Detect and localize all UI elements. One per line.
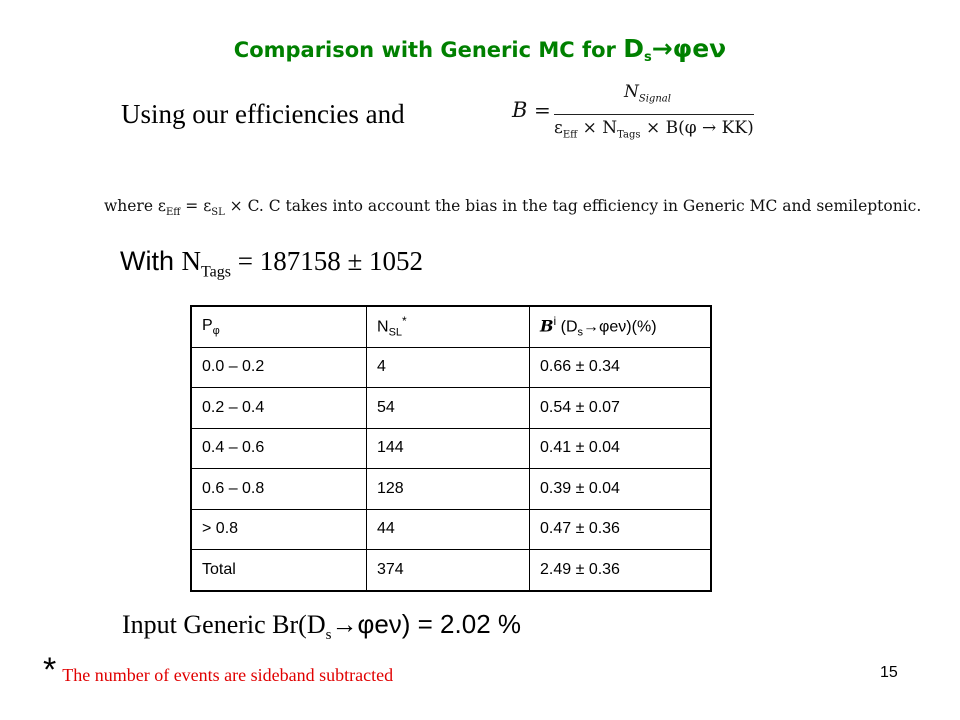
intro-text: Using our efficiencies and [121,99,405,129]
results-table [190,305,712,592]
cell-p: Total [191,550,367,591]
formula-fraction-bar [554,114,754,115]
cell-nsl: 128 [367,469,530,510]
page-number: 15 [880,664,898,681]
formula-denominator [554,118,754,140]
ntags-line [120,246,423,281]
input-br-line [122,609,521,644]
header-br-rest: →φeν)(%) [583,318,657,336]
formula-den-eps: ε [554,118,563,138]
cell-br: 0.54 ± 0.07 [530,388,712,429]
table-row [191,509,711,550]
where-part2: = ε [180,197,212,215]
header-br-d-sub: s [577,327,584,339]
slide-title-d-sub: s [643,50,652,65]
formula-num-sub: Signal [638,93,671,105]
where-part3: × C. C takes into account the bias in the tag efficiency in Generic MC and semileptonic. [224,197,922,215]
formula-den-eps-sub: Eff [562,129,578,141]
footnote-asterisk: * [43,651,57,689]
formula-num-n: N [624,82,639,102]
formula-numerator [624,82,671,104]
footnote-text: The number of events are sideband subtracted [62,665,394,685]
cell-nsl: 4 [367,347,530,388]
cell-br: 0.66 ± 0.34 [530,347,712,388]
where-sub1: Eff [165,207,181,219]
slide-title-d: D [623,34,644,63]
header-nsl-sub: SL [388,327,403,339]
cell-p: 0.0 – 0.2 [191,347,367,388]
formula-den-times: × N [577,118,618,138]
header-nsl-asterisk: * [402,314,407,329]
cell-nsl: 44 [367,509,530,550]
header-br-mark: i [553,314,557,329]
input-sub: s [325,627,332,644]
cell-p: 0.2 – 0.4 [191,388,367,429]
table-header-row [191,306,711,347]
slide-title-text: Comparison with Generic MC for [233,38,624,62]
input-part1: Input Generic Br(D [122,610,326,639]
cell-p: 0.6 – 0.8 [191,469,367,510]
cell-br: 2.49 ± 0.36 [530,550,712,591]
table-row [191,428,711,469]
header-p-sub: φ [212,324,220,337]
ntags-sub: Tags [201,263,231,281]
cell-br: 0.41 ± 0.04 [530,428,712,469]
header-br [530,306,712,347]
cell-br: 0.47 ± 0.36 [530,509,712,550]
formula-equals: = [534,98,551,122]
slide-title-decay: φeν [672,34,727,63]
efficiency-definition-image [104,197,921,218]
header-nsl-label: N [377,318,389,336]
formula-lhs: B [512,98,528,122]
formula-den-tags-sub: Tags [617,129,641,141]
branching-formula-image [508,80,758,148]
table-row [191,388,711,429]
where-part1: where ε [104,197,166,215]
table-row [191,347,711,388]
cell-nsl: 144 [367,428,530,469]
ntags-value: = 187158 ± 1052 [231,246,424,276]
header-p-phi [191,306,367,347]
table-row-total [191,550,711,591]
header-br-d: (D [556,318,578,336]
cell-nsl: 374 [367,550,530,591]
footnote [43,651,393,690]
ntags-n: N [181,246,202,276]
slide-title [0,34,960,65]
cell-p: > 0.8 [191,509,367,550]
header-p-label: P [202,316,213,334]
slide-title-arrow: → [651,34,673,63]
input-part2: →φeν) = 2.02 % [331,609,522,639]
header-nsl [367,306,530,347]
cell-br: 0.39 ± 0.04 [530,469,712,510]
ntags-with: With [120,246,182,276]
table-row [191,469,711,510]
formula-den-rest: × B(φ → KK) [640,118,754,138]
cell-nsl: 54 [367,388,530,429]
header-br-symbol: B [540,316,554,336]
where-sub2: SL [211,207,225,219]
cell-p: 0.4 – 0.6 [191,428,367,469]
